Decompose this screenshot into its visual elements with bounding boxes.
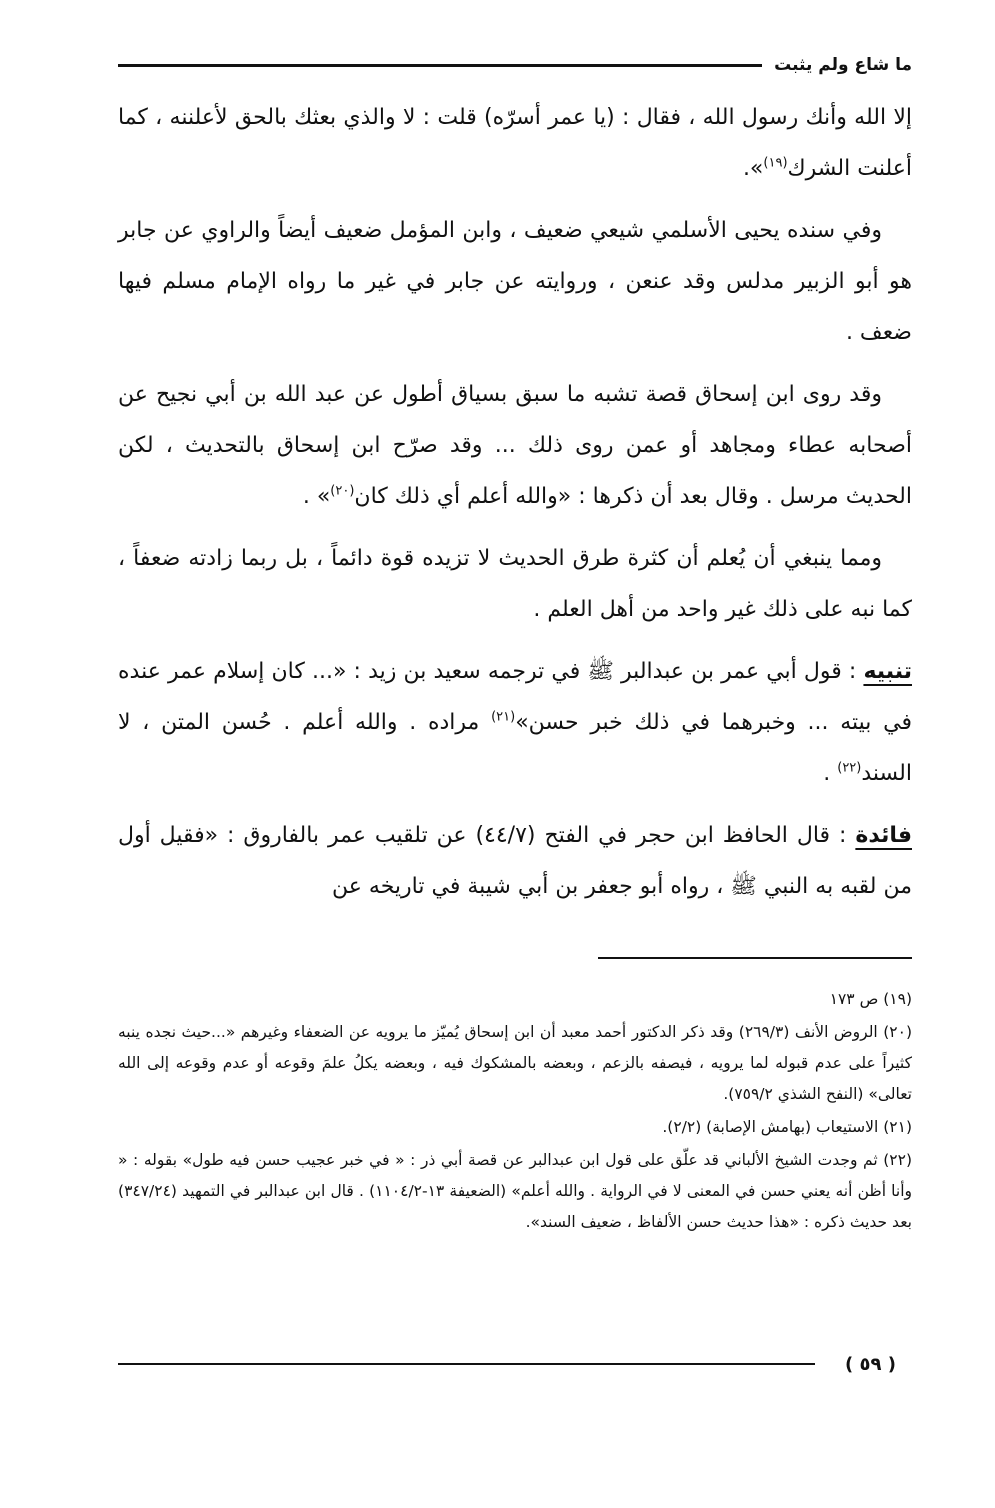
- main-text: [118, 92, 912, 923]
- paragraph-3-tail: » .: [302, 484, 331, 509]
- running-header: [118, 50, 912, 80]
- header-rule: [118, 64, 762, 67]
- notice-colon: :: [841, 659, 864, 684]
- paragraph-4: [118, 533, 912, 635]
- footnote-19: (١٩) ص ١٧٣: [829, 990, 912, 1008]
- footnote-separator: [598, 957, 912, 959]
- footnote-20: (٢٠) الروض الأنف (٢٦٩/٣) وقد ذكر الدكتور أحمد معبد أن ابن إسحاق يُميّز ما يرويه عن الضعفاء وغيرهم «...حيث نجده ينبه كثيراً على عدم قبوله لما يرويه ، فيصفه بالزعم ، وبعضه بالمشكوك فيه ، وبعضه يكلُ علمَ وقوعه أو عدم وقوعه إلى الله تعالى» (النفح الشذي ٧٥٩/٢).: [118, 1023, 912, 1103]
- paragraph-2: [118, 205, 912, 358]
- notice-text-a: قول أبي عمر بن عبدالبر ﷺ في ترجمه سعيد بن زيد : «... كان إسلام عمر عنده في بيته ... وخبرهما في ذلك خبر حسن»: [118, 659, 912, 735]
- paragraph-3-text: وقد روى ابن إسحاق قصة تشبه ما سبق بسياق أطول عن عبد الله بن أبي نجيح عن أصحابه عطاء ومجاهد أو عمن روى ذلك ... وقد صرّح ابن إسحاق بالتحديث ، لكن الحديث مرسل . وقال بعد أن ذكرها : «والله أعلم أي ذلك كان: [118, 382, 912, 509]
- footnote-22: (٢٢) ثم وجدت الشيخ الألباني قد علّق على قول ابن عبدالبر عن قصة أبي ذر : « في خبر عجيب حسن فيه طول» بقوله : « وأنا أظن أنه يعني حسن في المعنى لا في الرواية . والله أعلم» (الضعيفة ١٣-١١٠٤/٢) . قال ابن عبدالبر في التمهيد (٣٤٧/٢٤) بعد حديث ذكره : «هذا حديث حسن الألفاظ ، ضعيف السند».: [118, 1151, 912, 1231]
- paragraph-2-text: وفي سنده يحيى الأسلمي شيعي ضعيف ، وابن المؤمل ضعيف أيضاً والراوي عن جابر هو أبو الزبير مدلس وقد عنعن ، وروايته عن جابر في غير ما رواه الإمام مسلم فيها ضعف .: [118, 218, 912, 345]
- footnote-ref-20[interactable]: (٢٠): [330, 483, 355, 499]
- paragraph-4-text: ومما ينبغي أن يُعلم أن كثرة طرق الحديث لا تزيده قوة دائماً ، بل ربما زادته ضعفاً ، كما نبه على ذلك غير واحد من أهل العلم .: [118, 546, 912, 622]
- benefit-paragraph: [118, 810, 912, 912]
- page-footer: [118, 1350, 912, 1378]
- footnote-ref-19[interactable]: (١٩): [763, 155, 788, 171]
- benefit-label: فائدة: [855, 823, 912, 848]
- notice-label: تنبيه: [863, 659, 912, 684]
- paragraph-1: [118, 92, 912, 194]
- notice-text-b: مراده . والله أعلم . حُسن المتن ، لا السند: [118, 710, 912, 786]
- benefit-text: قال الحافظ ابن حجر في الفتح (٤٤/٧) عن تلقيب عمر بالفاروق : «فقيل أول من لقبه به النبي ﷺ ، رواه أبو جعفر بن أبي شيبة في تاريخه عن: [118, 823, 912, 899]
- page-number: ( ٥٩ ): [845, 1353, 896, 1375]
- benefit-colon: :: [830, 823, 856, 848]
- footnotes: [118, 984, 912, 1240]
- paragraph-1-text: إلا الله وأنك رسول الله ، فقال : (يا عمر أسرّه) قلت : لا والذي بعثك بالحق لأعلننه ، كما أعلنت الشرك: [118, 105, 912, 181]
- running-header-title: ما شاع ولم يثبت: [774, 55, 912, 75]
- footnote-ref-22[interactable]: (٢٢): [837, 760, 862, 776]
- paragraph-1-tail: ».: [742, 156, 764, 181]
- notice-paragraph: [118, 646, 912, 799]
- footer-rule: [118, 1363, 815, 1365]
- paragraph-3: [118, 369, 912, 522]
- footnote-ref-21[interactable]: (٢١): [491, 709, 516, 725]
- notice-tail: .: [823, 761, 838, 786]
- footnote-21: (٢١) الاستيعاب (بهامش الإصابة) (٢/٢).: [662, 1118, 912, 1136]
